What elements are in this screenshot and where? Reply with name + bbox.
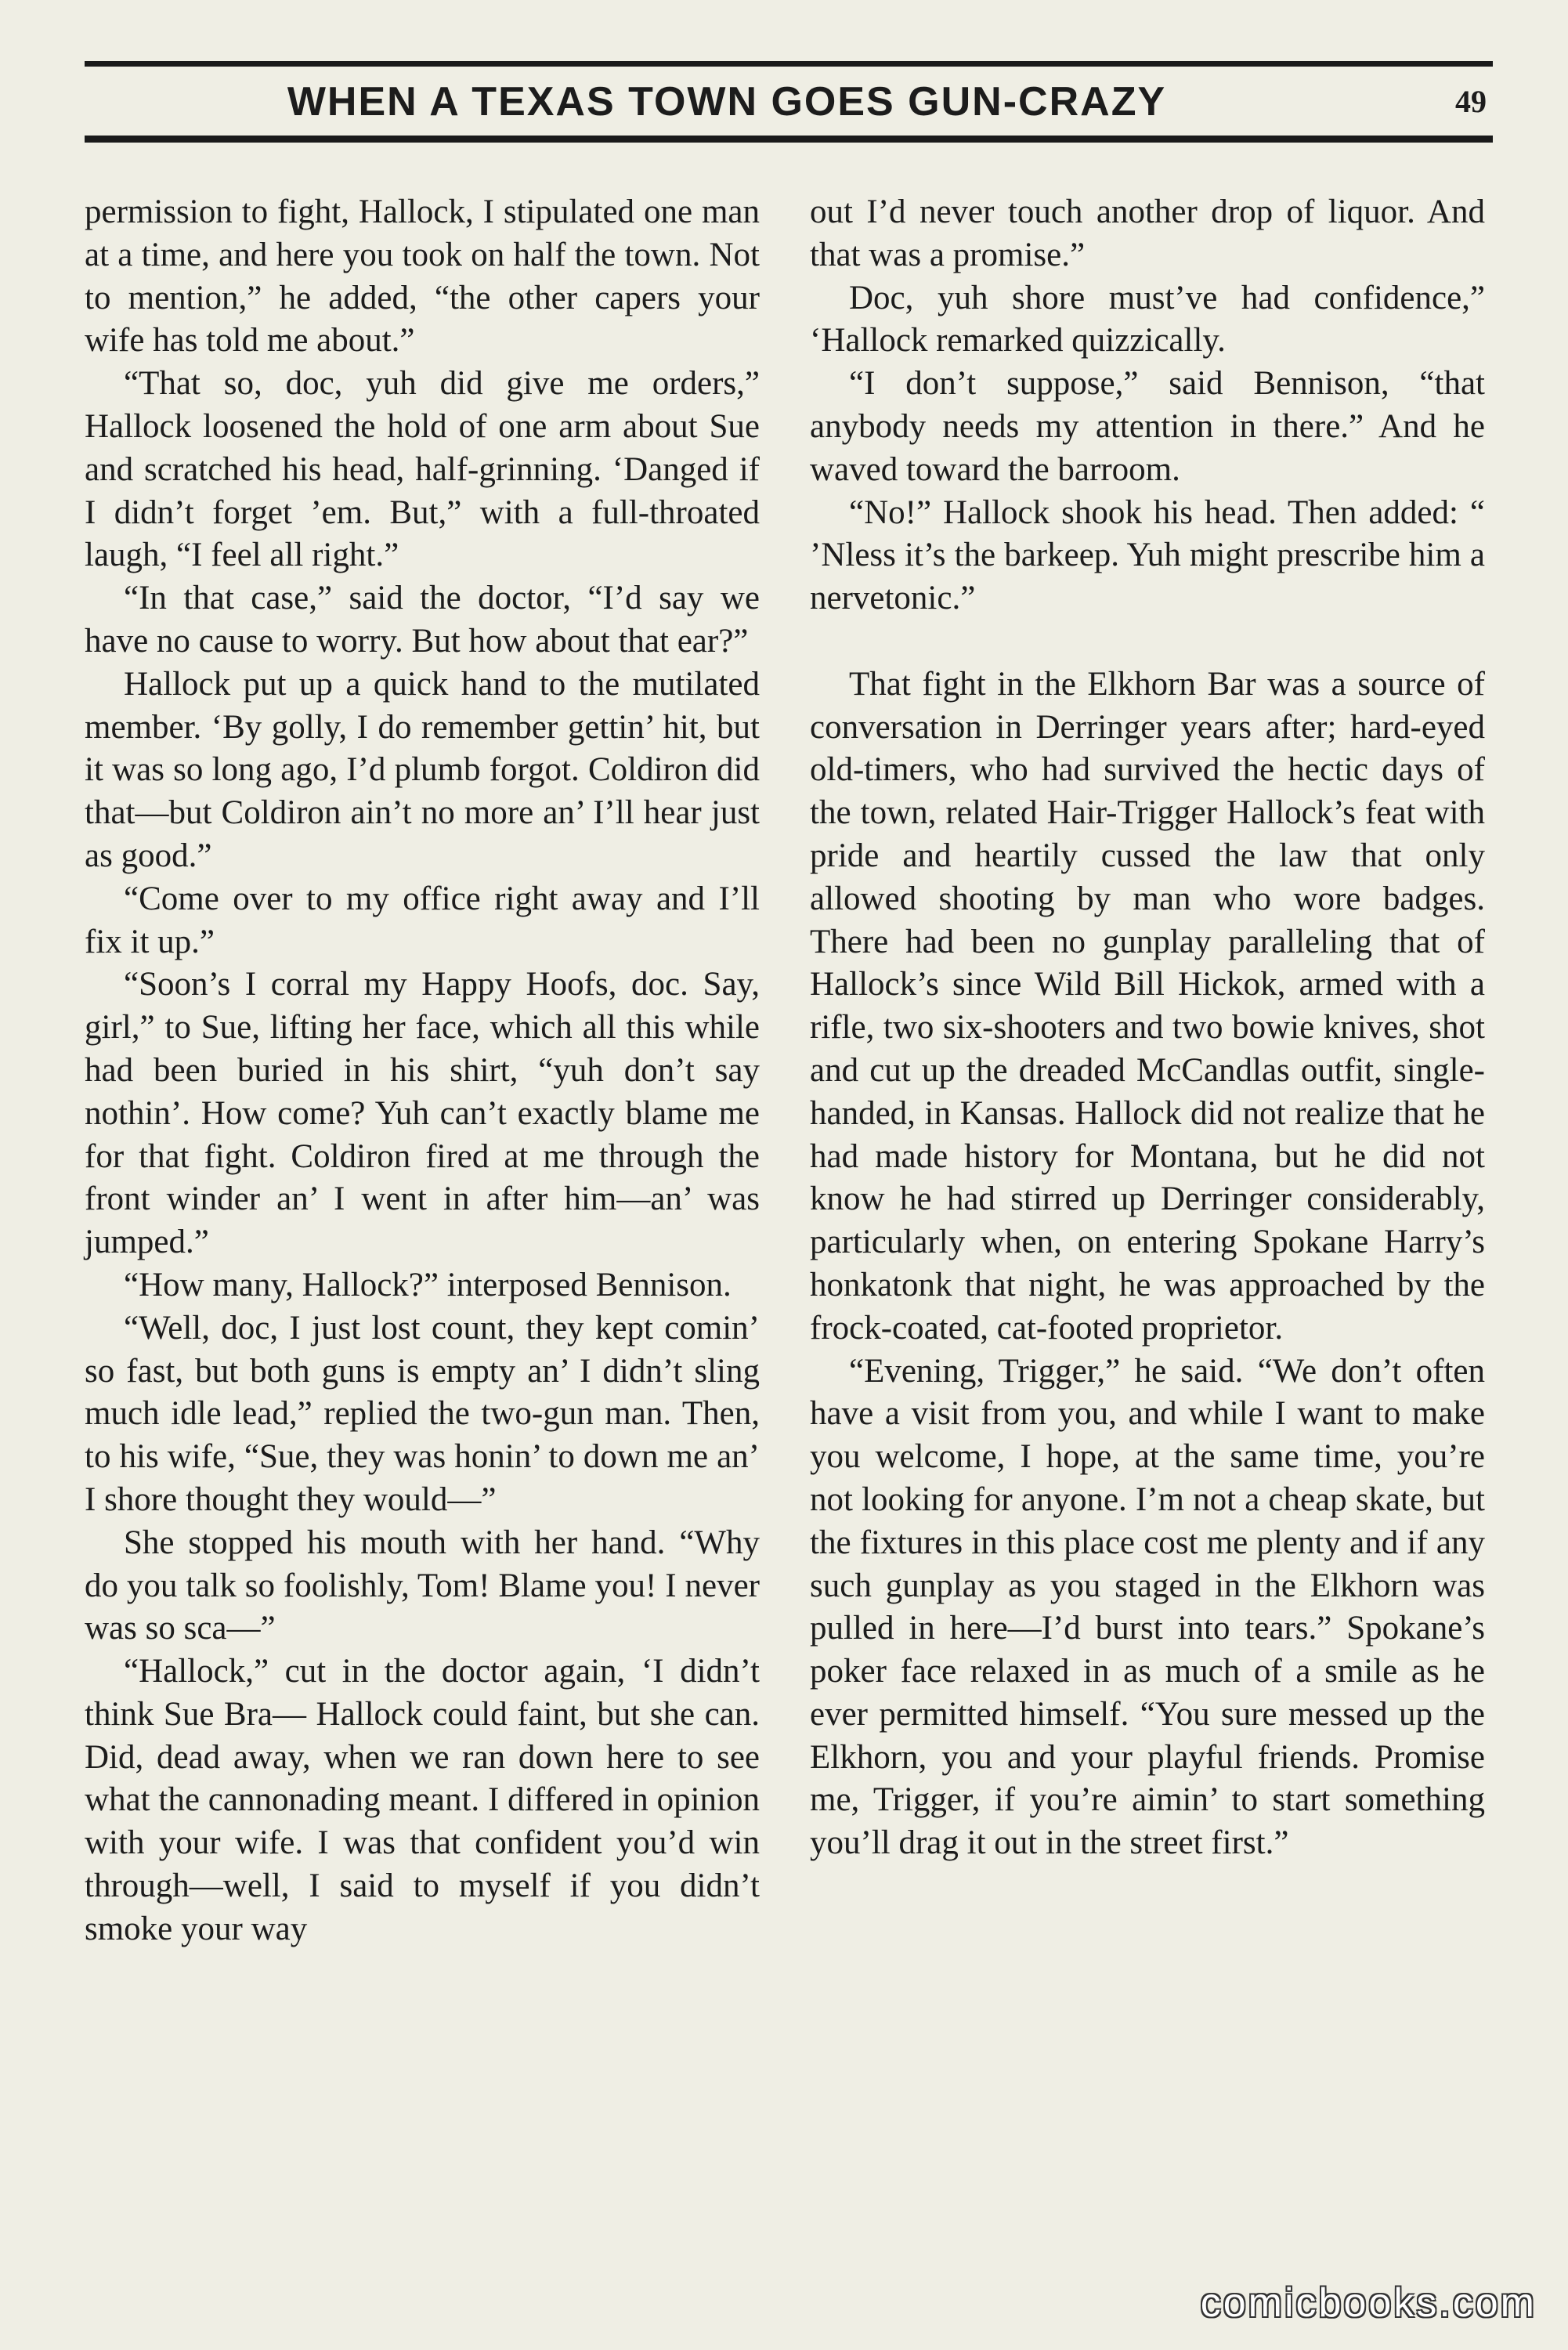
paragraph: “Come over to my office right away and I’ll fix it up.” — [85, 880, 760, 960]
paragraph: “I don’t suppose,” said Bennison, “that anybody needs my attention in there.” And he waved toward the barroom. — [810, 365, 1485, 488]
paragraph: That fight in the Elkhorn Bar was a source of conversation in Derringer years after; hard-eyed old-timers, who had survived the hectic days of the town, related Hair-Trigger Hallock’s feat with pride and heartily cussed the law that only allowed shooting by man who wore badges. There had been no gunplay paralleling that of Hallock’s since Wild Bill Hickok, armed with a rifle, two six-shooters and two bowie knives, shot and cut up the dreaded McCandlas outfit, single-handed, in Kansas. Hallock did not realize that he had made history for Montana, but he did not know he had stirred up Derringer considerably, particularly when, on entering Spokane Harry’s honkatonk that night, he was approached by the frock-coated, cat-footed proprietor. — [810, 665, 1485, 1347]
watermark: comicbooks.com — [1200, 2280, 1537, 2326]
paragraph: “Soon’s I corral my Happy Hoofs, doc. Say, girl,” to Sue, lifting her face, which all this while had been buried in his shirt, “yuh don’t say nothin’. How come? Yuh can’t exactly blame me for that fight. Coldiron fired at me through the front winder an’ I went in after him—an’ was jumped.” — [85, 966, 760, 1261]
paragraph: “Evening, Trigger,” he said. “We don’t often have a visit from you, and while I want to make you welcome, I hope, at the same time, you’re not looking for anyone. I’m not a cheap skate, but the fixtures in this place cost me plenty and if any such gunplay as you staged in the Elkhorn was pulled in here—I’d burst into tears.” Spokane’s poker face relaxed in as much of a smile as he ever permitted himself. “You sure messed up the Elkhorn, you and your playful friends. Promise me, Trigger, if you’re aimin’ to start something you’ll drag it out in the street first.” — [810, 1352, 1485, 1862]
paragraph: “Well, doc, I just lost count, they kept comin’ so fast, but both guns is empty an’ I didn’t sling much idle lead,” replied the two-gun man. Then, to his wife, “Sue, they was honin’ to down me an’ I shore thought they would—” — [85, 1309, 760, 1518]
paragraph: She stopped his mouth with her hand. “Why do you talk so foolishly, Tom! Blame you! I never was so sca—” — [85, 1524, 760, 1647]
page-header — [85, 72, 1493, 132]
right-column — [810, 191, 1485, 1865]
paragraph: out I’d never touch another drop of liquor. And that was a promise.” — [810, 193, 1485, 273]
paragraph: Doc, yuh shore must’ve had confidence,” ‘Hallock remarked quizzically. — [810, 279, 1485, 360]
paragraph: “In that case,” said the doctor, “I’d say we have no cause to worry. But how about that ear?” — [85, 580, 760, 660]
paragraph: “Hallock,” cut in the doctor again, ‘I didn’t think Sue Bra— Hallock could faint, but she can. Did, dead away, when we ran down here to see what the cannonading meant. I differed in opinion with your wife. I was that confident you’d win through—well, I said to myself if you didn’t smoke your way — [85, 1653, 760, 1947]
paragraph: permission to fight, Hallock, I stipulated one man at a time, and here you took on half the town. Not to mention,” he added, “the other capers your wife has told me about.” — [85, 193, 760, 360]
paragraph: “That so, doc, yuh did give me orders,” Hallock loosened the hold of one arm about Sue and scratched his head, half-grinning. ‘Danged if I didn’t forget ’em. But,” with a full-throated laugh, “I feel all right.” — [85, 365, 760, 574]
paragraph: “No!” Hallock shook his head. Then added: “ ’Nless it’s the barkeep. Yuh might prescribe him a nervetonic.” — [810, 494, 1485, 617]
header-top-rule — [85, 61, 1493, 67]
left-column — [85, 191, 760, 1951]
running-title: WHEN A TEXAS TOWN GOES GUN-CRAZY — [287, 79, 1167, 125]
paragraph: “How many, Hallock?” interposed Bennison. — [124, 1266, 732, 1303]
header-bottom-rule — [85, 136, 1493, 143]
paragraph: Hallock put up a quick hand to the mutilated member. ‘By golly, I do remember gettin’ hit, but it was so long ago, I’d plumb forgot. Coldiron did that—but Coldiron ain’t no more an’ I’ll hear just as good.” — [85, 665, 760, 874]
page-number: 49 — [1455, 84, 1487, 119]
